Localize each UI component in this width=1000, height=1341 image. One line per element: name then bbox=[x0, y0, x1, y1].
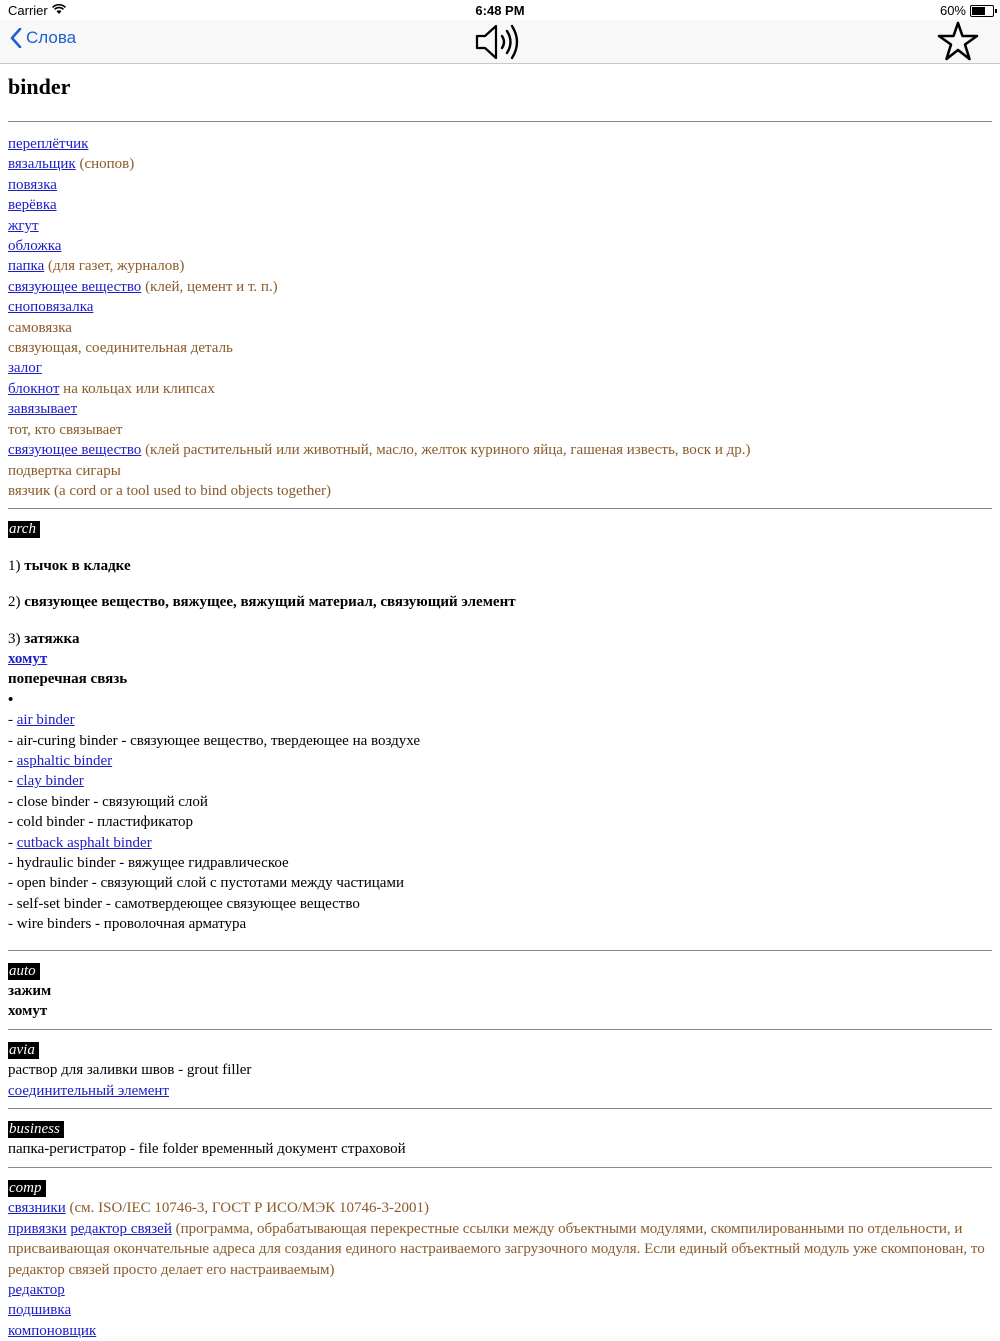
phrase-link[interactable]: asphaltic binder bbox=[16, 752, 113, 769]
section-auto bbox=[8, 951, 992, 1029]
phrase-item: - clay binder bbox=[8, 773, 84, 790]
subject-tag: avia bbox=[8, 1042, 39, 1059]
subject-tag: arch bbox=[8, 521, 40, 538]
translation-note: на кольцах или клипсах bbox=[63, 380, 215, 397]
list-item bbox=[8, 358, 992, 378]
list-item bbox=[8, 318, 992, 338]
translation-link[interactable]: связующее вещество bbox=[8, 278, 142, 295]
navigation-bar bbox=[0, 20, 1000, 64]
translation-link[interactable]: редактор bbox=[8, 1281, 65, 1298]
translation-link[interactable]: редактор связей bbox=[70, 1220, 172, 1237]
definition: поперечная связь bbox=[8, 671, 128, 688]
translation-link[interactable]: блокнот bbox=[8, 380, 60, 397]
phrase-item: - asphaltic binder bbox=[8, 752, 113, 769]
definition: 2) связующее вещество, вяжущее, вяжущий материал, связующий элемент bbox=[8, 594, 516, 611]
list-item bbox=[8, 440, 992, 460]
translation-link[interactable]: завязывает bbox=[8, 401, 78, 418]
chevron-left-icon bbox=[10, 28, 22, 48]
list-item bbox=[8, 277, 992, 297]
section-comp bbox=[8, 1168, 992, 1341]
translation-note: (клей растительный или животный, масло, желток куриного яйца, гашеная известь, воск и др.) bbox=[145, 442, 751, 459]
section-arch bbox=[8, 509, 992, 949]
phrase-item: - open binder - связующий слой с пустотами между частицами bbox=[8, 875, 404, 892]
definition: зажим bbox=[8, 983, 52, 1000]
phrase-item: - cutback asphalt binder bbox=[8, 834, 152, 851]
phrase-link[interactable]: air binder bbox=[16, 712, 75, 729]
speaker-icon[interactable] bbox=[474, 22, 526, 67]
translation-note: связующая, соединительная деталь bbox=[8, 340, 233, 357]
translation-note: подвертка сигары bbox=[8, 462, 121, 479]
translation-note: самовязка bbox=[8, 319, 72, 336]
translation-note: вязчик (a cord or a tool used to bind objects together) bbox=[8, 482, 332, 499]
translation-link[interactable]: вязальщик bbox=[8, 156, 76, 173]
phrase-item: - hydraulic binder - вяжущее гидравлическое bbox=[8, 855, 289, 871]
phrase-item: - wire binders - проволочная арматура bbox=[8, 916, 247, 933]
translation-link[interactable]: переплётчик bbox=[8, 136, 89, 152]
list-item bbox=[8, 216, 992, 236]
subject-tag: auto bbox=[8, 963, 40, 980]
definition: 3) затяжка bbox=[8, 630, 80, 647]
section-business bbox=[8, 1109, 992, 1167]
carrier-label: Carrier bbox=[8, 3, 48, 18]
definition: хомут bbox=[8, 1003, 48, 1020]
phrase-item: - close binder - связующий слой bbox=[8, 793, 208, 810]
list-item bbox=[8, 175, 992, 195]
list-item bbox=[8, 481, 992, 501]
translation-link[interactable]: соединительный элемент bbox=[8, 1082, 169, 1099]
back-button-label: Слова bbox=[26, 28, 77, 47]
status-bar bbox=[0, 0, 1000, 20]
translation-link[interactable]: залог bbox=[8, 360, 42, 377]
translation-link[interactable]: привязки bbox=[8, 1220, 67, 1237]
translation-note: (см. ISO/IEC 10746-3, ГОСТ Р ИСО/МЭК 10746-3-2001) bbox=[69, 1200, 430, 1217]
list-item bbox=[8, 379, 992, 399]
section-avia bbox=[8, 1030, 992, 1108]
general-translations bbox=[8, 122, 992, 508]
translation-note: (снопов) bbox=[79, 156, 135, 173]
dictionary-entry bbox=[8, 63, 992, 1341]
translation-link[interactable]: хомут bbox=[8, 650, 48, 667]
list-item bbox=[8, 420, 992, 440]
back-button[interactable] bbox=[10, 28, 76, 48]
list-item bbox=[8, 338, 992, 358]
favorite-star-icon[interactable] bbox=[934, 20, 982, 67]
translation-note: (клей, цемент и т. п.) bbox=[145, 278, 278, 295]
translation-link[interactable]: связники bbox=[8, 1200, 66, 1217]
translation-link[interactable]: жгут bbox=[8, 217, 39, 234]
translation-link[interactable]: сноповязалка bbox=[8, 299, 94, 316]
subject-tag: comp bbox=[8, 1180, 46, 1197]
translation-link[interactable]: верёвка bbox=[8, 197, 57, 214]
clock: 6:48 PM bbox=[475, 3, 525, 18]
list-item bbox=[8, 154, 992, 174]
list-item bbox=[8, 134, 992, 154]
translation-note: (для газет, журналов) bbox=[47, 258, 185, 275]
headword: binder bbox=[8, 74, 71, 99]
definition: папка-регистратор - file folder временный документ страховой bbox=[8, 1141, 406, 1158]
phrase-item: - air-curing binder - связующее вещество, твердеющее на воздухе bbox=[8, 732, 421, 749]
battery-percentage: 60% bbox=[939, 3, 966, 18]
definition: раствор для заливки швов - grout filler bbox=[8, 1062, 252, 1079]
phrase-item: - cold binder - пластификатор bbox=[8, 814, 193, 831]
battery-icon bbox=[970, 5, 994, 17]
translation-link[interactable]: связующее вещество bbox=[8, 442, 142, 459]
translation-link[interactable]: подшивка bbox=[8, 1302, 72, 1319]
phrase-item: - air binder bbox=[8, 712, 75, 729]
list-item bbox=[8, 399, 992, 419]
bullet: • bbox=[8, 691, 14, 708]
subject-tag: business bbox=[8, 1121, 64, 1138]
translation-link[interactable]: папка bbox=[8, 258, 45, 275]
translation-link[interactable]: обложка bbox=[8, 238, 62, 255]
translation-link[interactable]: компоновщик bbox=[8, 1322, 97, 1339]
translation-note: (программа, обрабатывающая перекрестные ссылки между объектными модулями, скомпилированными по отдельности, и присваивающая окончательные адреса для создания единого настраиваемого загрузочного модуля. Если единый объектный модуль уже скомпонован, то редактор связей просто делает его настраиваемым) bbox=[8, 1220, 985, 1278]
list-item bbox=[8, 461, 992, 481]
list-item bbox=[8, 236, 992, 256]
translation-note: тот, кто связывает bbox=[8, 421, 123, 438]
phrase-link[interactable]: cutback asphalt binder bbox=[16, 834, 152, 851]
list-item bbox=[8, 1219, 992, 1280]
list-item bbox=[8, 297, 992, 317]
translation-link[interactable]: повязка bbox=[8, 176, 57, 193]
list-item bbox=[8, 1198, 992, 1218]
definition: 1) тычок в кладке bbox=[8, 557, 131, 574]
list-item bbox=[8, 256, 992, 276]
phrase-link[interactable]: clay binder bbox=[16, 773, 84, 790]
phrase-item: - self-set binder - самотвердеющее связующее вещество bbox=[8, 895, 360, 912]
list-item bbox=[8, 195, 992, 215]
